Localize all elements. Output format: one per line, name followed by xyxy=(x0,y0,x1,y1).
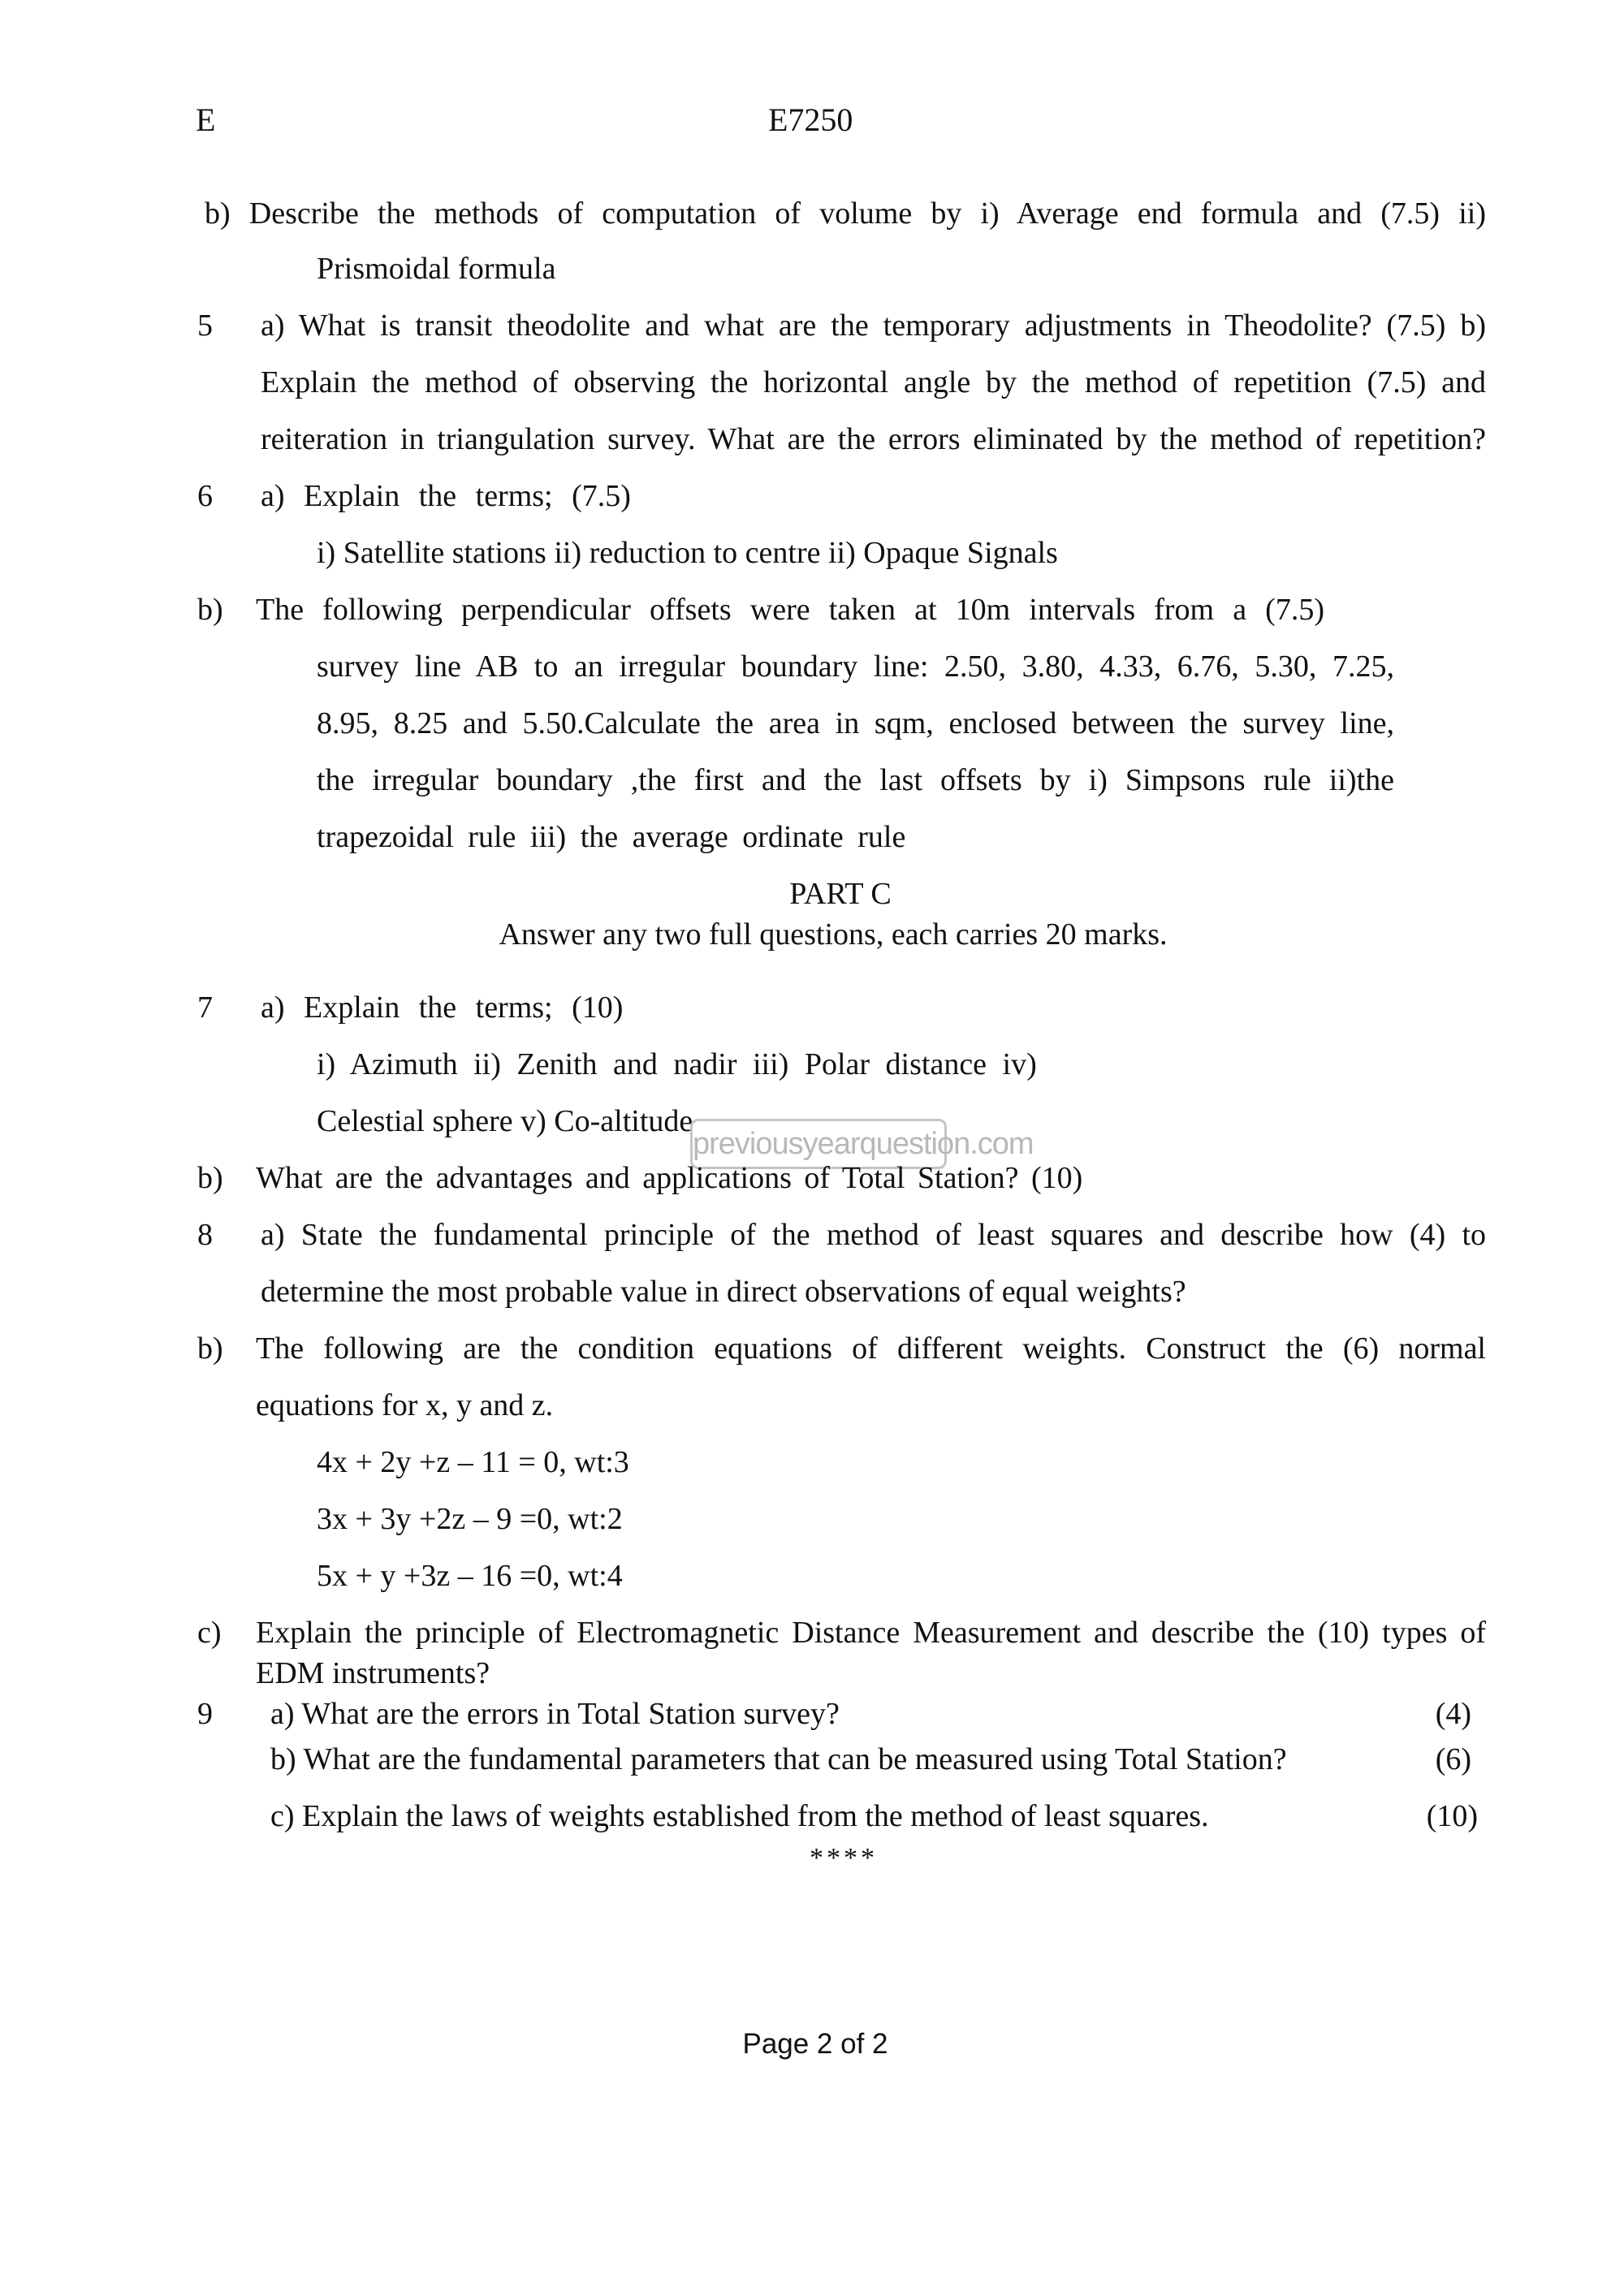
q6b-line-3: 8.95, 8.25 and 5.50.Calculate the area in sqm, enclosed between the survey line, xyxy=(317,706,1394,740)
q6b-line-2: survey line AB to an irregular boundary line: 2.50, 3.80, 4.33, 6.76, 5.30, 7.25, xyxy=(317,650,1394,684)
q5-line-2: Explain the method of observing the horizontal angle by the method of repetition (7.5) and xyxy=(261,365,1486,399)
q7a-line-3: Celestial sphere v) Co-altitude xyxy=(317,1104,693,1138)
q4b-line-2: Prismoidal formula xyxy=(317,252,556,286)
q6a-line-2: i) Satellite stations ii) reduction to centre ii) Opaque Signals xyxy=(317,536,1058,570)
q8b-line-2: equations for x, y and z. xyxy=(256,1388,554,1422)
equation-3: 5x + y +3z – 16 =0, wt:4 xyxy=(317,1559,623,1593)
q9-number: 9 xyxy=(197,1697,213,1731)
q9c-text: c) Explain the laws of weights established from the method of least squares. xyxy=(270,1799,1209,1833)
q7b-label: b) xyxy=(197,1161,223,1195)
header-code: E7250 xyxy=(768,101,853,138)
part-c-title: PART C xyxy=(789,877,892,911)
q9b-text: b) What are the fundamental parameters that can be measured using Total Station? xyxy=(270,1742,1287,1776)
end-marker: **** xyxy=(810,1843,878,1873)
q7-number: 7 xyxy=(197,990,213,1025)
q5-number: 5 xyxy=(197,309,213,343)
q9b-marks: (6) xyxy=(1435,1742,1471,1776)
q8c-line-2: EDM instruments? xyxy=(256,1656,490,1690)
header-left: E xyxy=(196,101,216,138)
q7a-line-2: i) Azimuth ii) Zenith and nadir iii) Polar distance iv) xyxy=(317,1047,1037,1081)
q9a-marks: (4) xyxy=(1435,1697,1471,1731)
q4b-line-1: b) Describe the methods of computation of volume by i) Average end formula and (7.5) ii) xyxy=(205,196,1486,231)
q7a-line-1: a) Explain the terms; (10) xyxy=(261,990,624,1025)
q6b-line-5: trapezoidal rule iii) the average ordinate rule xyxy=(317,820,906,854)
q8c-label: c) xyxy=(197,1616,222,1650)
q8a-line-1: a) State the fundamental principle of the method of least squares and describe how (4) to xyxy=(261,1218,1486,1252)
q6a-line-1: a) Explain the terms; (7.5) xyxy=(261,479,631,513)
q5-line-3: reiteration in triangulation survey. What are the errors eliminated by the method of repetition? xyxy=(261,422,1486,456)
q7b-line-1: What are the advantages and applications of Total Station? (10) xyxy=(256,1161,1083,1195)
q6b-label: b) xyxy=(197,593,223,627)
equation-2: 3x + 3y +2z – 9 =0, wt:2 xyxy=(317,1502,623,1536)
q9a-text: a) What are the errors in Total Station survey? xyxy=(270,1697,840,1731)
equation-1: 4x + 2y +z – 11 = 0, wt:3 xyxy=(317,1445,629,1479)
page-number-footer: Page 2 of 2 xyxy=(742,2028,888,2060)
q5-line-1: a) What is transit theodolite and what are the temporary adjustments in Theodolite? (7.5) b) xyxy=(261,309,1486,343)
q6-number: 6 xyxy=(197,479,213,513)
q8a-line-2: determine the most probable value in direct observations of equal weights? xyxy=(261,1275,1186,1309)
q8c-line-1: Explain the principle of Electromagnetic Distance Measurement and describe the (10) types of xyxy=(256,1616,1486,1650)
q9c-marks: (10) xyxy=(1426,1799,1478,1833)
q6b-line-1: The following perpendicular offsets were taken at 10m intervals from a (7.5) xyxy=(256,593,1324,627)
watermark: previousyearquestion.com xyxy=(690,1119,947,1169)
q8-number: 8 xyxy=(197,1218,213,1252)
q6b-line-4: the irregular boundary ,the first and the last offsets by i) Simpsons rule ii)the xyxy=(317,763,1394,797)
q8b-label: b) xyxy=(197,1331,223,1366)
part-c-instructions: Answer any two full questions, each carries 20 marks. xyxy=(499,917,1168,952)
q8b-line-1: The following are the condition equations of different weights. Construct the (6) normal xyxy=(256,1331,1486,1366)
